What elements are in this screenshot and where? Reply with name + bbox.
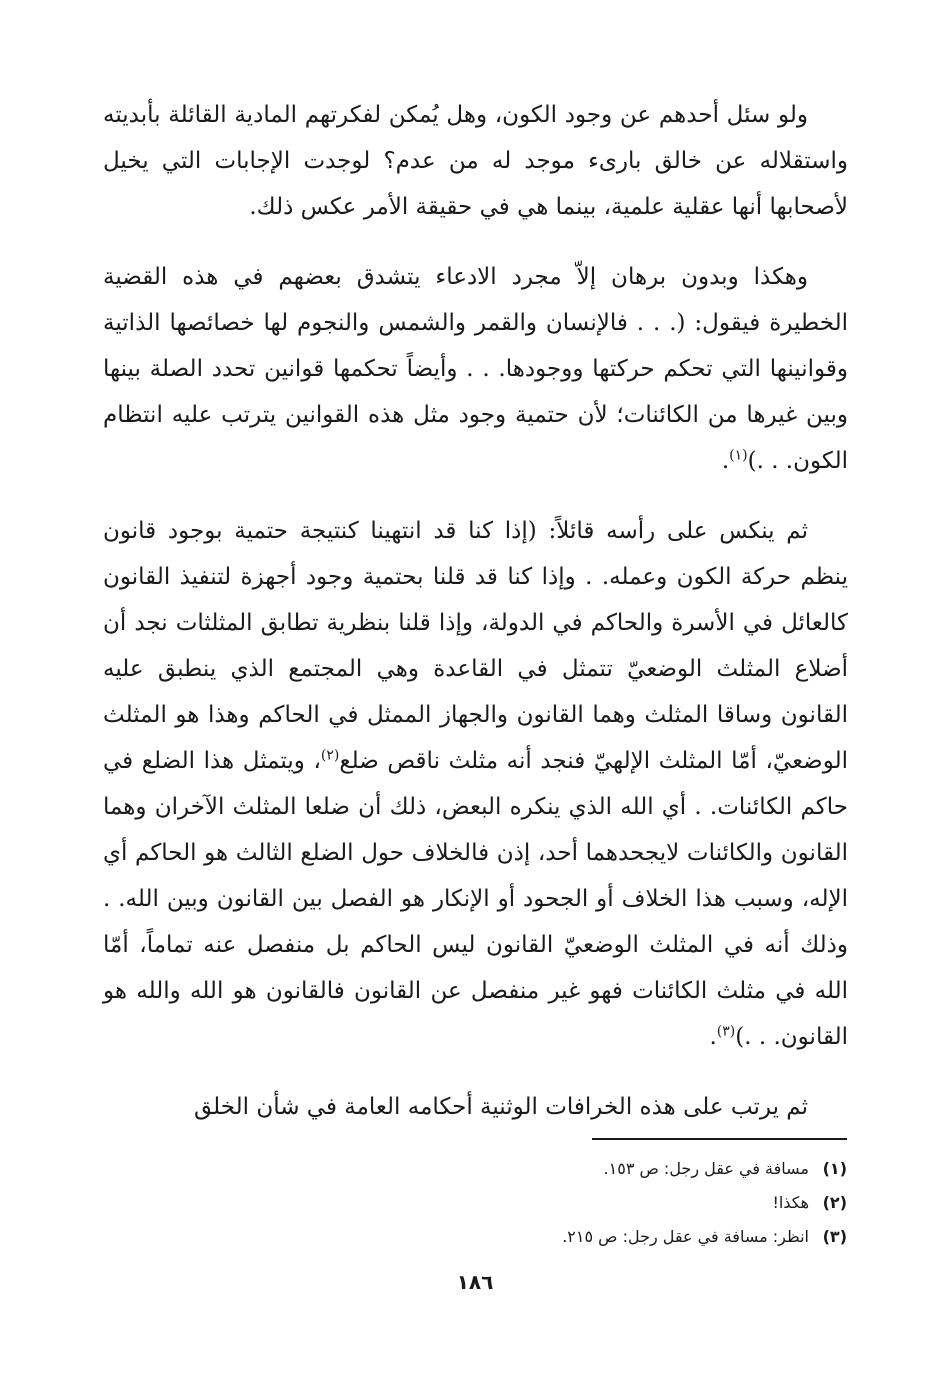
footnote-2-text: هكذا!	[772, 1193, 809, 1212]
footnote-ref-3: (٣)	[716, 1023, 736, 1040]
footnote-ref-1: (١)	[729, 447, 748, 464]
page-number: ١٨٦	[456, 1270, 494, 1294]
footnote-ref-2: (٢)	[320, 747, 340, 764]
footnote-1-number: (١)	[822, 1159, 847, 1178]
footnote-2	[102, 1186, 847, 1220]
footnote-1	[102, 1152, 847, 1186]
paragraph-1-text: ولو سئل أحدهم عن وجود الكون، وهل يُمكن لفكرتهم المادية القائلة بأبديته واستقلاله عن خالق بارىء موجد له من عدم؟ لوجدت الإجابات التي يخيل لأصحابها أنها عقلية علمية، بينما هي في حقيقة الأمر عكس ذلك.	[103, 102, 848, 220]
footnote-3-number: (٣)	[822, 1227, 847, 1246]
footnote-3	[102, 1220, 847, 1254]
paragraph-3-tail: .	[709, 1024, 717, 1050]
paragraph-2-tail: .	[721, 448, 730, 474]
footnote-separator	[592, 1138, 847, 1140]
paragraph-4	[103, 1084, 848, 1130]
footnotes	[102, 1152, 847, 1254]
footnote-3-text: انظر: مسافة في عقل رجل: ص ٢١٥.	[562, 1227, 809, 1246]
footnote-1-text: مسافة في عقل رجل: ص ١٥٣.	[603, 1159, 809, 1178]
footnote-2-number: (٢)	[822, 1193, 847, 1212]
paragraph-2-text: وهكذا وبدون برهان إلاّ مجرد الادعاء يتشدق بعضهم في هذه القضية الخطيرة فيقول: (. . . فالإنسان والقمر والشمس والنجوم لها خصائصها الذاتية وقوانينها التي تحكم حركتها ووجودها. . . وأيضاً تحكمها قوانين تحدد الصلة بينها وبين غيرها من الكائنات؛ لأن حتمية وجود مثل هذه القوانين يترتب عليه انتظام الكون. . .)	[103, 264, 848, 474]
paragraph-3	[103, 508, 848, 1060]
page-body	[103, 92, 848, 1130]
paragraph-4-text: ثم يرتب على هذه الخرافات الوثنية أحكامه العامة في شأن الخلق	[193, 1094, 808, 1120]
paragraph-1	[103, 92, 848, 230]
paragraph-2	[103, 254, 848, 484]
paragraph-3-text: ثم ينكس على رأسه قائلاً: (إذا كنا قد انتهينا كنتيجة حتمية بوجود قانون ينظم حركة الكون وعمله. . وإذا كنا قد قلنا بحتمية وجود أجهزة لتنفيذ القانون كالعائل في الأسرة والحاكم في الدولة، وإذا قلنا بنظرية تطابق المثلثات نجد أن أضلاع المثلث الوضعيّ تتمثل في القاعدة وهي المجتمع الذي ينطبق عليه القانون وساقا المثلث وهما القانون والجهاز الممثل في الحاكم وهذا هو المثلث الوضعيّ، أمّا المثلث الإلهيّ فنجد أنه مثلث ناقص ضلع	[103, 518, 848, 774]
paragraph-3-middle: ، ويتمثل هذا الضلع في حاكم الكائنات. . أي الله الذي ينكره البعض، ذلك أن ضلعا المثلث الآخران وهما القانون والكائنات لايجحدهما أحد، إذن فالخلاف حول الضلع الثالث هو الحاكم أي الإله، وسبب هذا الخلاف أو الجحود أو الإنكار هو الفصل بين القانون وبين الله. . وذلك أنه في المثلث الوضعيّ القانون ليس الحاكم بل منفصل عنه تماماً، أمّا الله في مثلث الكائنات فهو غير منفصل عن القانون فالقانون هو الله والله هو القانون. . .)	[103, 748, 848, 1050]
